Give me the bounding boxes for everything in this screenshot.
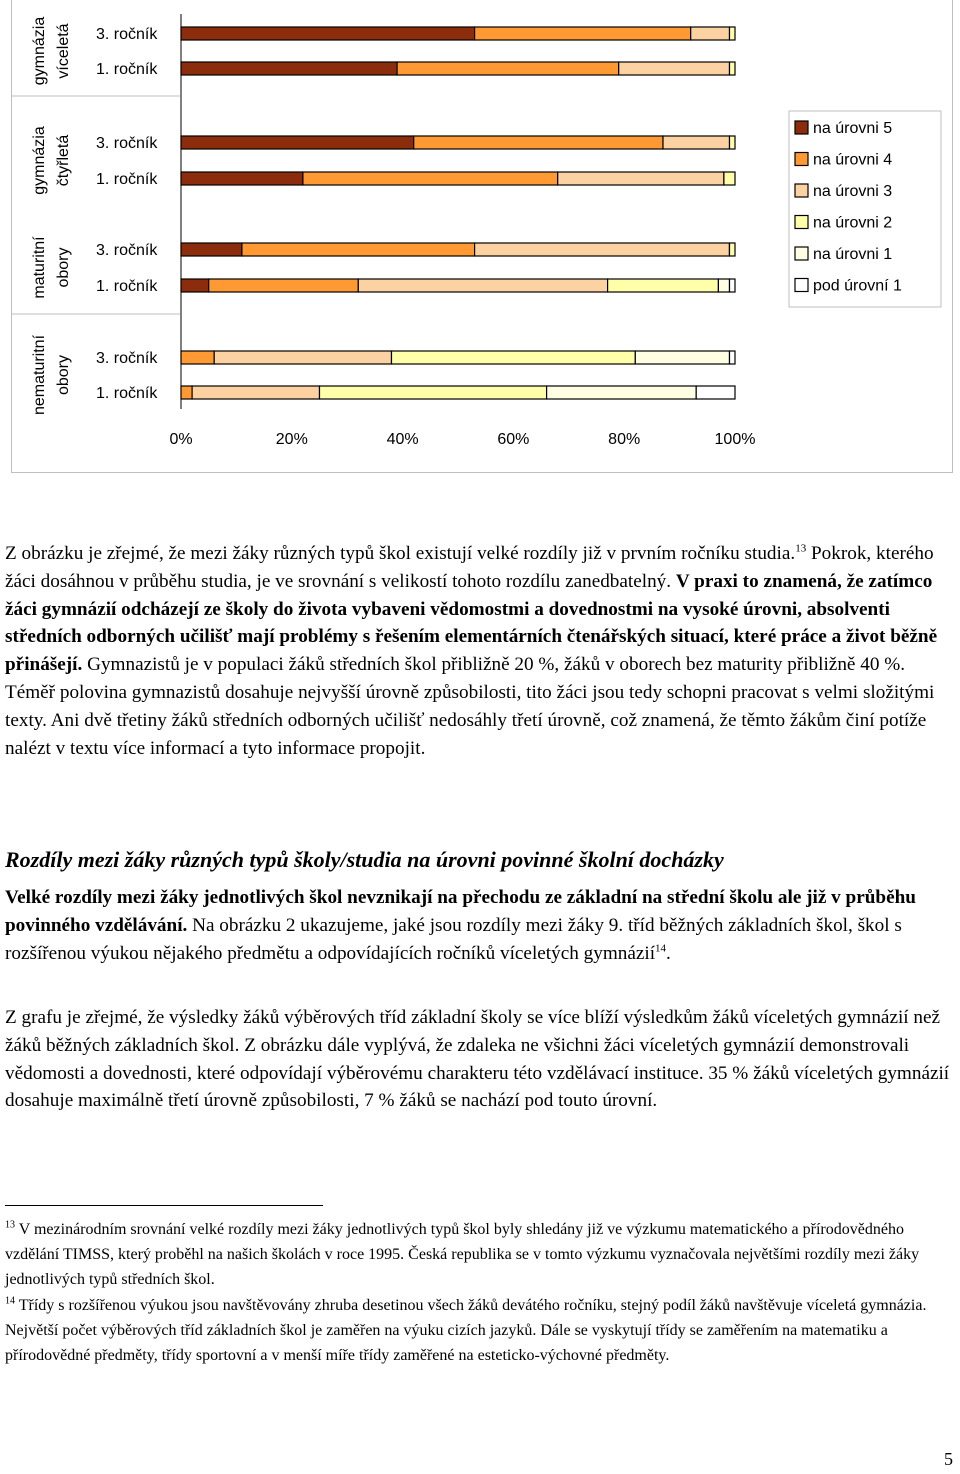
row-label: 1. ročník xyxy=(96,61,158,78)
stacked-bar-chart xyxy=(12,0,954,474)
bar-segment xyxy=(414,136,663,149)
footnote-ref-14[interactable]: 14 xyxy=(655,942,667,955)
group-label: gymnázia xyxy=(31,126,48,195)
bar-segment xyxy=(730,243,736,256)
bar-segment xyxy=(320,386,547,399)
footnote-14 xyxy=(5,1293,957,1368)
bar-segment xyxy=(192,386,319,399)
bar-segment xyxy=(547,386,697,399)
bar-segment xyxy=(635,351,729,364)
bar-segment xyxy=(209,279,359,292)
group-label: maturitní xyxy=(31,236,48,299)
bar-segment xyxy=(392,351,636,364)
bar-segment xyxy=(663,136,730,149)
bar-segment xyxy=(724,172,735,185)
bar-segment xyxy=(181,351,214,364)
p1-rest: Pokrok, kterého žáci dosáhnou v průběhu studia, je ve srovnání s velikostí tohoto rozdílu zanedbatelný. xyxy=(5,543,934,592)
bar-segment xyxy=(691,27,730,40)
legend-swatch xyxy=(795,153,808,166)
legend-swatch xyxy=(795,216,808,229)
legend-swatch xyxy=(795,279,808,292)
bar-segment xyxy=(619,62,730,75)
bar-segment xyxy=(242,243,475,256)
paragraph-2 xyxy=(5,884,957,967)
bar-segment xyxy=(475,27,691,40)
page-number: 5 xyxy=(944,1449,953,1469)
legend-swatch xyxy=(795,184,808,197)
paragraph-1 xyxy=(5,540,957,762)
bar-segment xyxy=(718,279,729,292)
bar-segment xyxy=(397,62,619,75)
bar-segment xyxy=(181,172,303,185)
bar-segment xyxy=(181,136,414,149)
x-tick-label: 80% xyxy=(608,431,641,448)
row-label: 3. ročník xyxy=(96,135,158,152)
bar-segment xyxy=(730,136,736,149)
row-label: 3. ročník xyxy=(96,26,158,43)
footnote-14-mark: 14 xyxy=(5,1295,15,1307)
bar-segment xyxy=(214,351,391,364)
legend-label: na úrovni 1 xyxy=(813,246,893,263)
row-label: 1. ročník xyxy=(96,171,158,188)
section-heading: Rozdíly mezi žáky různých typů školy/studia na úrovni povinné školní docházky xyxy=(5,847,724,872)
bar-segment xyxy=(358,279,607,292)
p1-text: Z obrázku je zřejmé, že mezi žáky různých typů škol existují velké rozdíly již v prvním ročníku studia. xyxy=(5,543,796,564)
x-tick-label: 60% xyxy=(497,431,530,448)
legend-label: na úrovni 3 xyxy=(813,183,893,200)
group-label: obory xyxy=(55,354,72,396)
p2-end: . xyxy=(666,942,671,964)
legend-label: na úrovni 2 xyxy=(813,214,893,232)
p1-end: Gymnazistů je v populaci žáků středních škol přibližně 20 %, žáků v oborech bez maturity přibližně 40 %. Téměř polovina gymnazistů dosahuje nejvyšší úrovně způsobilosti, tito žáci jsou tedy schopni pracovat s velmi složitými texty. Ani dvě třetiny žáků středních odborných učilišť nedosáhly třetí úrovně, což znamená, že těmto žákům činí potíže nalézt v textu více informací a tyto informace propojit. xyxy=(5,654,935,759)
legend-swatch xyxy=(795,247,808,260)
x-tick-label: 40% xyxy=(386,431,419,448)
bar-segment xyxy=(181,27,475,40)
legend-label: na úrovni 5 xyxy=(813,120,893,137)
footnote-13 xyxy=(5,1217,957,1292)
row-label: 3. ročník xyxy=(96,242,158,259)
p1-bold: V praxi to znamená, že zatímco žáci gymnázií odcházejí ze školy do života vybaveni vědomostmi a dovednostmi na vysoké úrovni, absolventi středních odborných učilišť mají problémy s řešením elementárních čtenářských situací, které práce a život běžně přinášejí. xyxy=(5,570,938,676)
bar-segment xyxy=(608,279,719,292)
footnote-13-mark: 13 xyxy=(5,1219,15,1231)
group-label: gymnázia xyxy=(31,16,48,86)
footnote-separator xyxy=(5,1205,323,1206)
group-label: víceletá xyxy=(55,23,72,79)
bar-segment xyxy=(181,386,192,399)
bar-segment xyxy=(730,279,736,292)
row-label: 1. ročník xyxy=(96,385,158,402)
legend-label: pod úrovní 1 xyxy=(813,277,902,295)
p2-bold: Velké rozdíly mezi žáky jednotlivých škol nevznikají na přechodu ze základní na střední školu ale již v průběhu povinného vzdělávání. xyxy=(5,887,916,936)
bar-segment xyxy=(558,172,724,185)
footnote-14-text: Třídy s rozšířenou výukou jsou navštěvovány zhruba desetinou všech žáků devátého ročníku, stejný podíl žáků navštěvuje víceletá gymnázia. Největší počet výběrových tříd základních škol je zaměřen na výuku cizích jazyků. Dále se vyskytují třídy se zaměřením na matematiku a přírodovědné předměty, třídy sportovní a v menší míře třídy zaměřené na esteticko-výchovné předměty. xyxy=(5,1297,927,1364)
legend-label: na úrovni 4 xyxy=(813,151,893,169)
footnote-ref-13[interactable]: 13 xyxy=(795,542,807,555)
bar-segment xyxy=(181,62,397,75)
legend-swatch xyxy=(795,121,808,134)
bar-segment xyxy=(181,279,209,292)
bar-segment xyxy=(730,62,736,75)
bar-segment xyxy=(181,243,242,256)
footnote-13-text: V mezinárodním srovnání velké rozdíly mezi žáky jednotlivých typů škol byly shledány již ve výzkumu matematického a přírodovědného vzdělání TIMSS, který proběhl na našich školách v roce 1995. Česká republika se v tomto výzkumu vyznačovala největšími rozdíly mezi žáky jednotlivých typů středních škol. xyxy=(5,1221,920,1288)
bar-segment xyxy=(696,386,735,399)
paragraph-3: Z grafu je zřejmé, že výsledky žáků výběrových tříd základní školy se více blíží výsledkům žáků víceletých gymnázií než žáků běžných základních škol. Z obrázku dále vyplývá, že zdaleka ne všichni žáci víceletých gymnázií demonstrovali vědomosti a dovednosti, které odpovídají výběrovému charakteru této vzdělávací instituce. 35 % žáků víceletých gymnázií dosahuje maximálně třetí úrovně způsobilosti, 7 % žáků se nachází pod touto úrovní. xyxy=(5,1007,950,1112)
bar-segment xyxy=(730,27,736,40)
row-label: 3. ročník xyxy=(96,350,158,367)
chart-frame xyxy=(11,0,953,473)
group-label: nematuritní xyxy=(31,334,48,416)
bar-segment xyxy=(475,243,730,256)
bar-segment xyxy=(303,172,558,185)
bar-segment xyxy=(730,351,736,364)
x-tick-label: 0% xyxy=(169,431,193,448)
group-label: obory xyxy=(55,247,72,288)
x-tick-label: 20% xyxy=(275,431,308,448)
row-label: 1. ročník xyxy=(96,278,158,295)
group-label: čtyřletá xyxy=(55,134,72,187)
x-tick-label: 100% xyxy=(714,431,756,448)
p2-rest: Na obrázku 2 ukazujeme, jaké jsou rozdíly mezi žáky 9. tříd běžných základních škol, škol s rozšířenou výukou nějakého předmětu a odpovídajících ročníků víceletých gymnázií xyxy=(5,914,902,964)
